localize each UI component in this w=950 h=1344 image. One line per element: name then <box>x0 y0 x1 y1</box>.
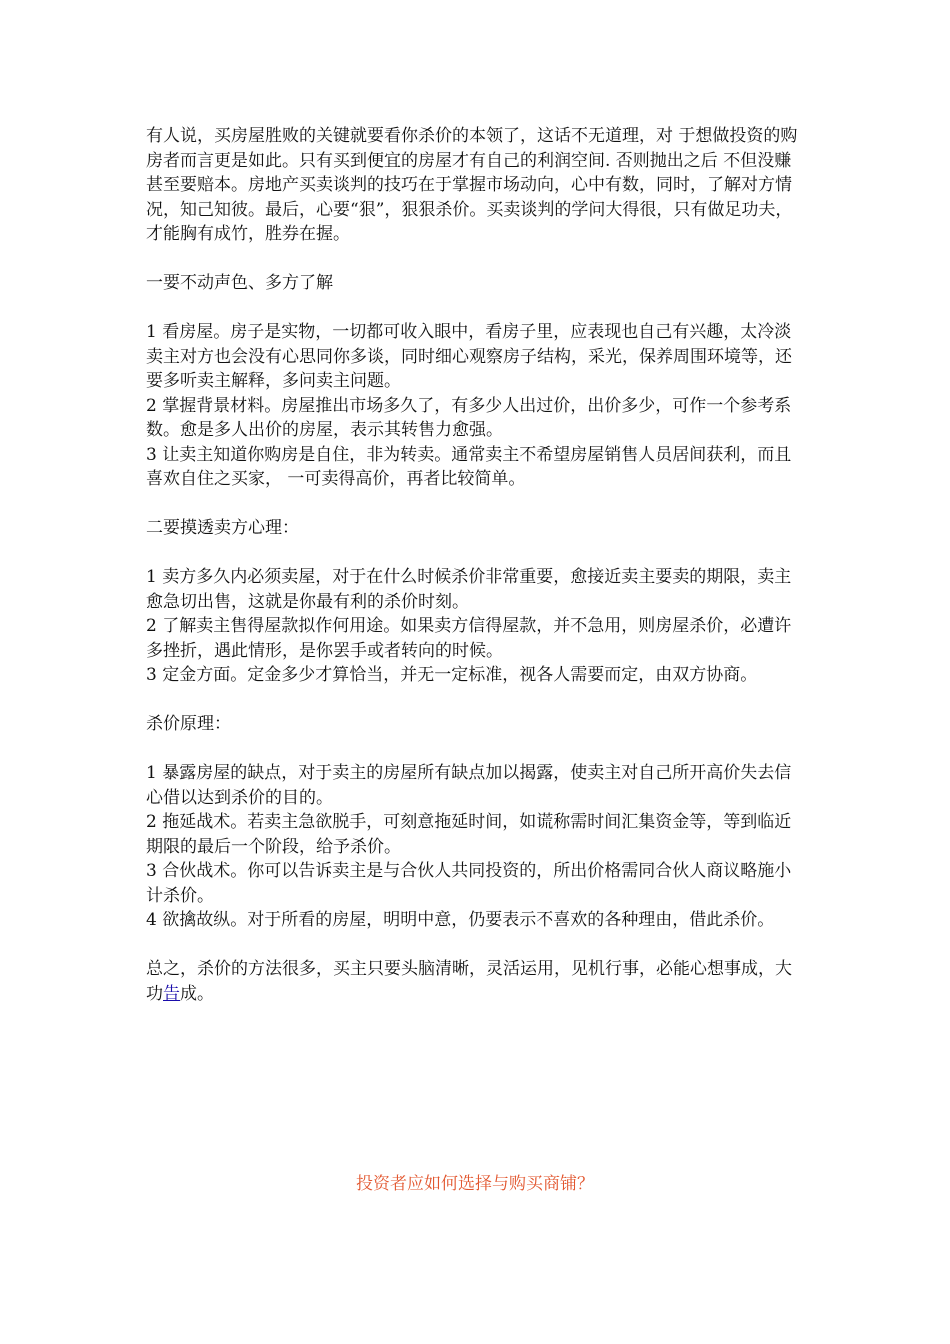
section-heading: 杀价原理： <box>146 714 231 734</box>
list-item: 1 卖方多久内必须卖屋，对于在什么时候杀价非常重要，愈接近卖主要卖的期限，卖主愈急切出售，这就是你最有利的杀价时刻。 <box>146 567 792 612</box>
section-heading: 二要摸透卖方心理： <box>146 518 299 538</box>
footer-heading: 投资者应如何选择与购买商铺？ <box>356 1174 594 1194</box>
list-item: 2 掌握背景材料。房屋推出市场多久了，有多少人出过价，出价多少，可作一个参考系数。愈是多人出价的房屋，表示其转售力愈强。 <box>146 395 792 440</box>
spacer <box>146 296 806 321</box>
conclusion-paragraph <box>146 957 806 1006</box>
list-item: 1 暴露房屋的缺点，对于卖主的房屋所有缺点加以揭露，使卖主对自己所开高价失去信心借以达到杀价的目的。 <box>146 763 792 808</box>
intro-paragraph: 有人说，买房屋胜败的关键就要看你杀价的本领了，这话不无道理，对 于想做投资的购房者而言更是如此。只有买到便宜的房屋才有自己的利润空间. 否则抛出之后 不但没赚甚至要赔本。房地产买卖谈判的技巧在于掌握市场动向，心中有数，同时，了解对方情况，知己知彼。最后，心要“狠”，狠狠杀价。买卖谈判的学问大得很，只有做足功夫，才能胸有成竹，胜券在握。 <box>146 126 798 244</box>
list-item: 1 看房屋。房子是实物，一切都可收入眼中，看房子里，应表现也自己有兴趣，太冷淡卖主对方也会没有心思同你多谈，同时细心观察房子结构，采光，保养周围环境等，还要多听卖主解释，多问卖主问题。 <box>146 322 792 391</box>
list-item: 2 了解卖主售得屋款拟作何用途。如果卖方信得屋款，并不急用，则房屋杀价，必遭许多挫折，遇此情形，是你罢手或者转向的时候。 <box>146 616 792 661</box>
document-body <box>146 124 806 1006</box>
spacer <box>146 247 806 272</box>
list-item: 2 拖延战术。若卖主急欲脱手，可刻意拖延时间，如谎称需时间汇集资金等，等到临近期限的最后一个阶段，给予杀价。 <box>146 812 792 857</box>
section-heading: 一要不动声色、多方了解 <box>146 273 333 293</box>
spacer <box>146 541 806 566</box>
list-item: 3 让卖主知道你购房是自住，非为转卖。通常卖主不希望房屋销售人员居间获利，而且喜欢自住之买家， 一可卖得高价，再者比较简单。 <box>146 444 792 489</box>
spacer <box>146 492 806 517</box>
conclusion-text: 总之，杀价的方法很多，买主只要头脑清晰，灵活运用，见机行事，必能心想事成，大功 <box>146 959 792 1004</box>
inline-link[interactable]: 告 <box>163 983 180 1004</box>
spacer <box>146 933 806 958</box>
conclusion-text-end: 成。 <box>180 983 214 1004</box>
list-item: 3 合伙战术。你可以告诉卖主是与合伙人共同投资的，所出价格需同合伙人商议略施小计杀价。 <box>146 861 792 906</box>
spacer <box>146 737 806 762</box>
spacer <box>146 688 806 713</box>
list-item: 4 欲擒故纵。对于所看的房屋，明明中意，仍要表示不喜欢的各种理由，借此杀价。 <box>146 910 775 930</box>
list-item: 3 定金方面。定金多少才算恰当，并无一定标准，视各人需要而定，由双方协商。 <box>146 665 758 685</box>
